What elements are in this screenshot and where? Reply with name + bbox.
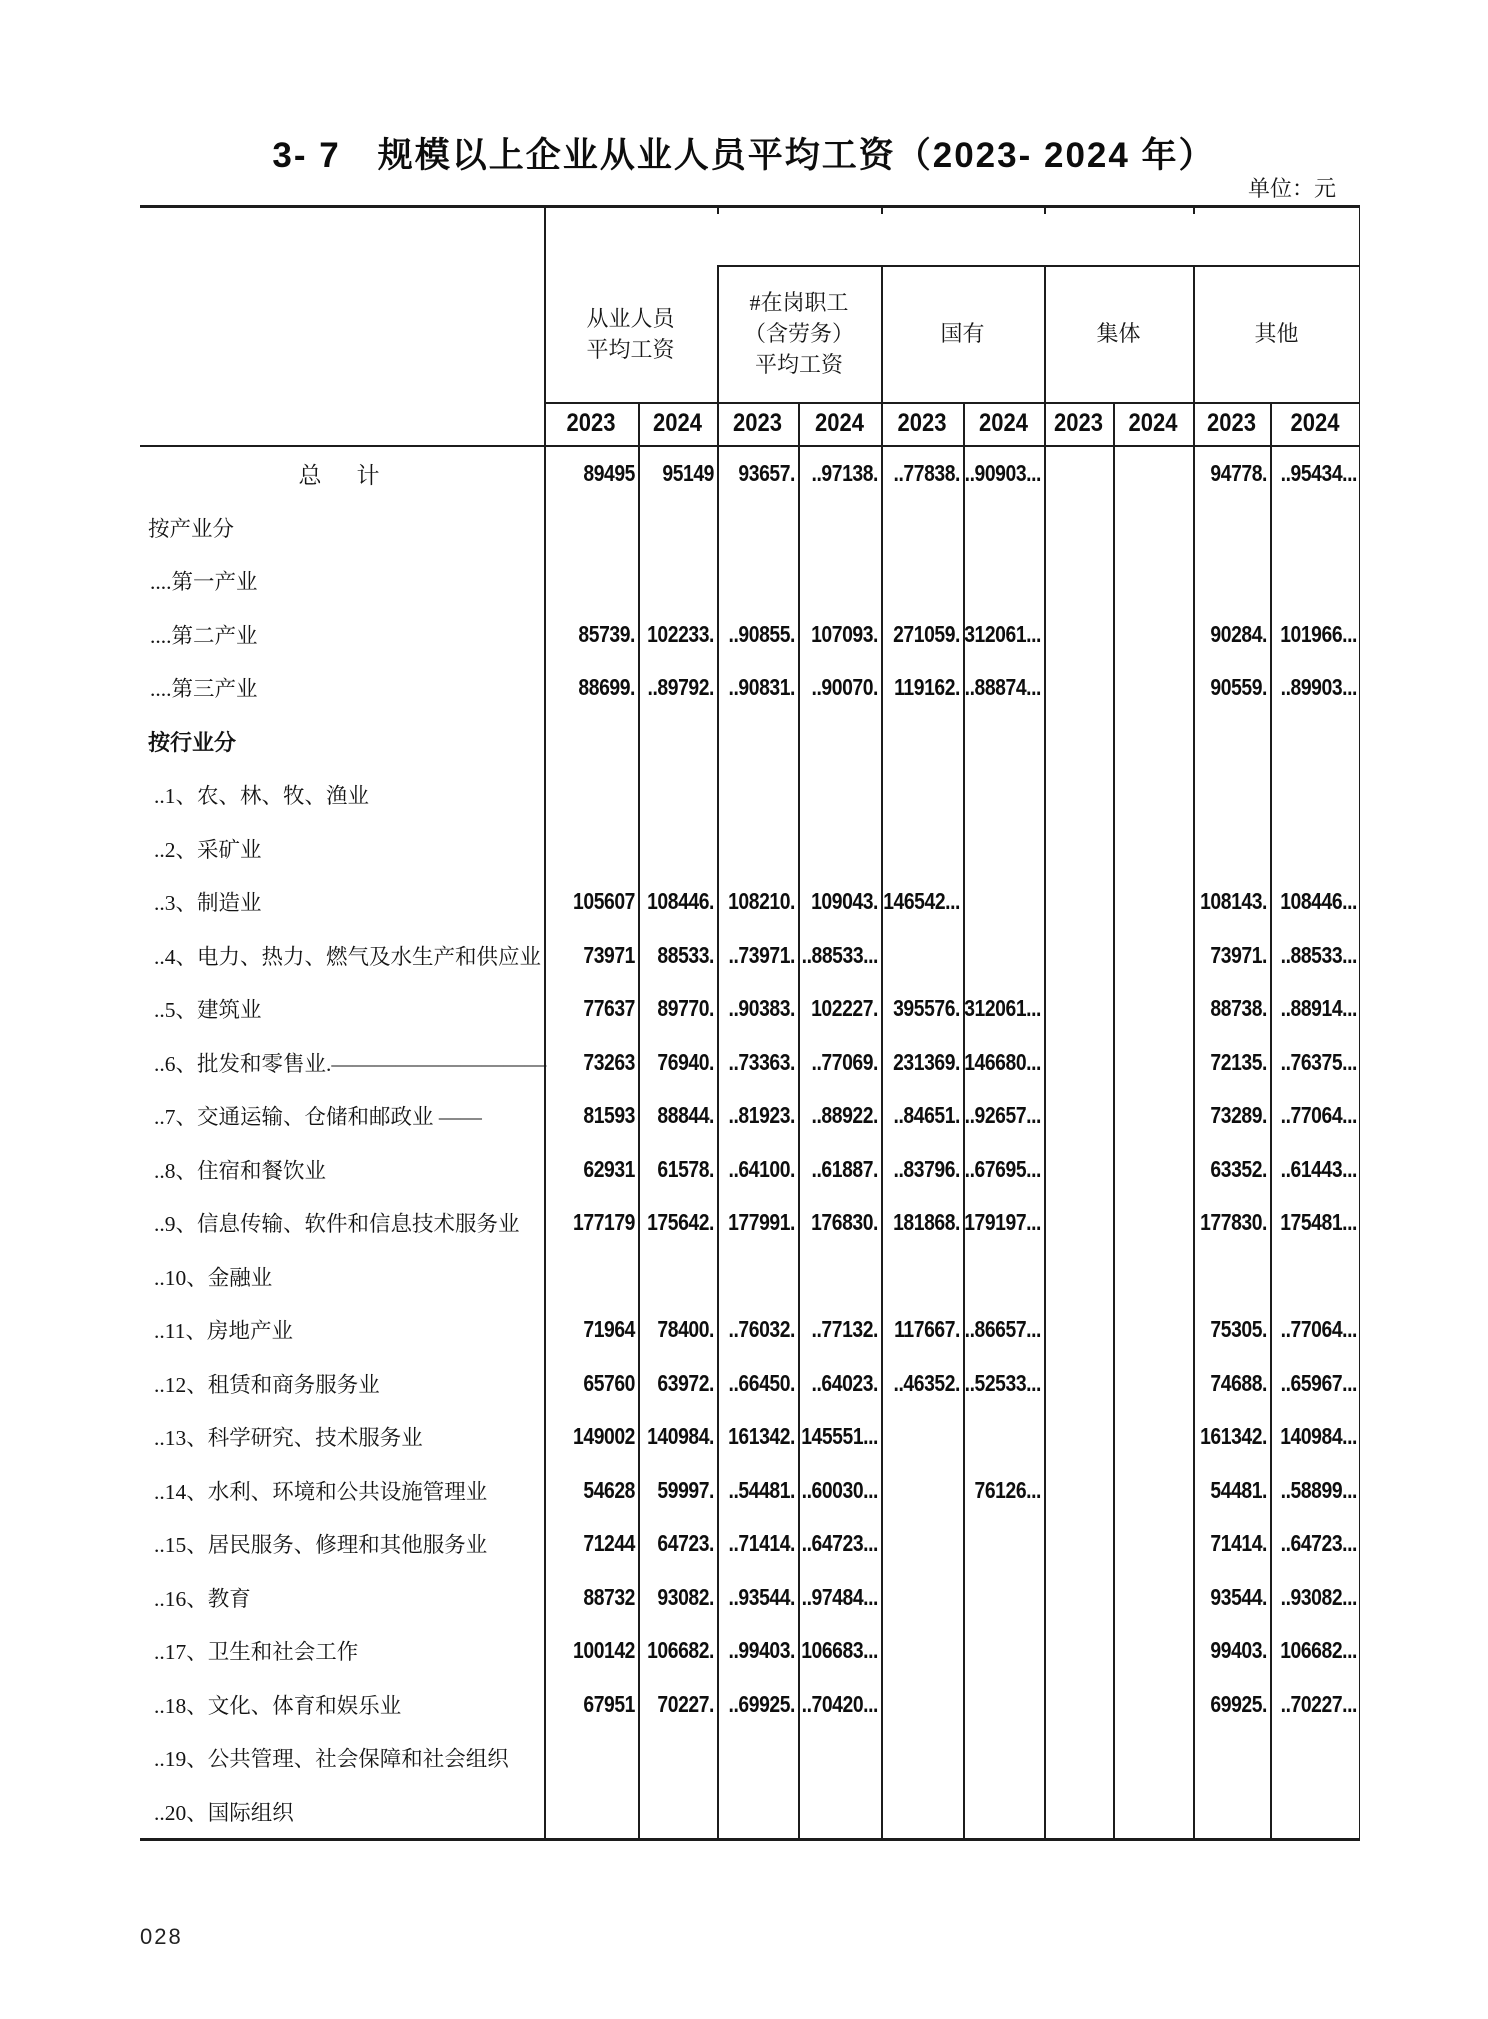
table-cell: 94778. [1210,460,1267,487]
table-cell: 88844. [657,1102,714,1129]
table-cell: 78400. [657,1316,714,1343]
table-cell: 177179 [573,1209,635,1236]
table-cell: 119162. [894,674,960,701]
table-cell: ..66450. [728,1369,795,1396]
table-cell: 95149 [662,460,714,487]
row-label: ..12、租赁和商务服务业 [154,1372,380,1397]
table-cell: 54481. [1210,1476,1267,1503]
table-cell: ..90070. [811,674,878,701]
table-cell: 64723. [657,1530,714,1557]
table-cell: 161342. [728,1423,795,1450]
table-cell: 89495 [583,460,635,487]
table-cell: ..46352. [893,1369,960,1396]
table-cell: 106683... [801,1637,878,1664]
column-group-header-on-post-staff-avg-wage [717,265,881,402]
table-cell: ..95434... [1280,460,1357,487]
table-cell: 108446. [647,888,714,915]
table-cell: 62931 [583,1155,635,1182]
table-cell: ..92657... [964,1102,1041,1129]
table-cell: ..58899... [1280,1476,1357,1503]
table-cell: 88699. [578,674,635,701]
table-cell: ..64023. [811,1369,878,1396]
table-cell: 175642. [647,1209,714,1236]
table-cell: ..90383. [728,995,795,1022]
column-rule [1113,402,1115,1838]
group-boundary-rule [1044,265,1046,1838]
table-cell: 76126... [974,1476,1041,1503]
table-cell: 74688. [1210,1369,1267,1396]
table-cell: ..90831. [728,674,795,701]
table-cell: ..54481. [728,1476,795,1503]
table-cell: 93082. [657,1583,714,1610]
table-cell: 72135. [1210,1048,1267,1075]
table-cell: ..88922. [811,1102,878,1129]
column-group-header-state-owned [881,265,1044,402]
table-cell: 67951 [583,1690,635,1717]
column-group-header-employed-avg-wage [544,265,717,402]
row-label: ..13、科学研究、技术服务业 [154,1426,423,1451]
year-header-cell: 2023 [566,409,616,437]
table-cell: 70227. [657,1690,714,1717]
table-cell: ..93544. [728,1583,795,1610]
table-cell: 109043. [811,888,878,915]
group-top-stub [1044,205,1046,214]
table-cell: 106682... [1280,1637,1357,1664]
table-cell: ..97138. [811,460,878,487]
table-cell: 63352. [1210,1155,1267,1182]
table-cell: 149002 [573,1423,635,1450]
table-cell: ..89792. [647,674,714,701]
table-cell: 312061... [964,995,1041,1022]
table-cell: 90284. [1210,620,1267,647]
table-cell: 73289. [1210,1102,1267,1129]
table-cell: ..73971. [728,941,795,968]
row-label: ..20、国际组织 [154,1800,294,1825]
table-cell: 73971 [583,941,635,968]
wage-table [140,205,1360,1845]
table-cell: 100142 [573,1637,635,1664]
table-cell: 146680... [964,1048,1041,1075]
table-cell: 71964 [583,1316,635,1343]
table-cell: ..70420... [801,1690,878,1717]
table-cell: 75305. [1210,1316,1267,1343]
table-cell: 88533. [657,941,714,968]
table-cell: 85739. [578,620,635,647]
table-cell: ..83796. [893,1155,960,1182]
table-cell: ..69925. [728,1690,795,1717]
table-cell: ..84651. [893,1102,960,1129]
table-cell: 90559. [1210,674,1267,701]
table-cell: 108446... [1280,888,1357,915]
column-group-header-collective [1044,265,1193,402]
table-cell: 71414. [1210,1530,1267,1557]
group-top-stub [717,205,719,214]
row-label: ..18、文化、体育和娱乐业 [154,1693,402,1718]
table-cell: 179197... [964,1209,1041,1236]
table-cell: 65760 [583,1369,635,1396]
table-cell: ..60030... [801,1476,878,1503]
row-label: ..10、金融业 [154,1265,273,1290]
group-top-stub [1193,205,1195,214]
table-cell: 99403. [1210,1637,1267,1664]
table-cell: 108210. [728,888,795,915]
table-cell: 71244 [583,1530,635,1557]
table-cell: ..70227... [1280,1690,1357,1717]
table-cell: ..89903... [1280,674,1357,701]
table-cell: 93544. [1210,1583,1267,1610]
table-cell: 59997. [657,1476,714,1503]
table-bottom-rule [140,1838,1360,1841]
page-title: 3- 7 规模以上企业从业人员平均工资（2023- 2024 年） [272,136,1216,175]
year-header-cell: 2023 [1054,409,1103,437]
table-cell: ..88533... [1280,941,1357,968]
table-cell: ..64100. [728,1155,795,1182]
table-cell: ..88914... [1280,995,1357,1022]
row-label: ..4、电力、热力、燃气及水生产和供应业 [154,944,542,969]
table-cell: ..52533... [964,1369,1041,1396]
table-cell: ..97484... [801,1583,878,1610]
table-cell: ..77064... [1280,1316,1357,1343]
table-cell: ..65967... [1280,1369,1357,1396]
column-rule [798,402,800,1838]
table-cell: ..73363. [728,1048,795,1075]
table-cell: ..64723... [801,1530,878,1557]
row-label: ..9、信息传输、软件和信息技术服务业 [154,1212,520,1237]
column-rule [638,402,640,1838]
table-cell: 102233. [647,620,714,647]
row-label: ..15、居民服务、修理和其他服务业 [154,1533,488,1558]
row-label: ....第二产业 [150,623,258,648]
table-cell: 102227. [811,995,878,1022]
table-cell: 181868. [893,1209,960,1236]
column-group-header-line: 国有 [940,321,985,346]
row-label: 按产业分 [148,516,235,541]
year-header-cell: 2023 [733,409,782,437]
table-cell: 101966... [1280,620,1357,647]
group-boundary-rule [717,265,719,1838]
table-cell: 145551... [801,1423,878,1450]
group-top-stub [881,205,883,214]
table-cell: 177830. [1200,1209,1267,1236]
table-cell: ..93082... [1280,1583,1357,1610]
year-header-cell: 2024 [653,409,702,437]
table-cell: ..77132. [811,1316,878,1343]
row-label: ..1、农、林、牧、渔业 [154,784,370,809]
table-cell: 312061... [964,620,1041,647]
column-group-header-line: 平均工资 [586,336,675,362]
year-header-cell: 2023 [897,409,947,437]
year-header-cell: 2024 [1128,409,1178,437]
table-cell: 76940. [657,1048,714,1075]
year-header-cell: 2024 [1290,409,1340,437]
table-cell: 63972. [657,1369,714,1396]
table-cell: ..81923. [728,1102,795,1129]
table-cell: 81593 [583,1102,635,1129]
row-label: ..7、交通运输、仓储和邮政业 —— [154,1105,482,1130]
table-cell: 117667. [894,1316,960,1343]
column-group-header-line: 集体 [1096,321,1141,346]
column-group-header-line: （含劳务） [743,321,854,346]
table-cell: 69925. [1210,1690,1267,1717]
table-cell: 93657. [738,460,795,487]
table-cell: ..61887. [811,1155,878,1182]
table-cell: ..88533... [801,941,878,968]
stub-column-rule [544,205,546,1838]
row-label: 总 计 [298,463,386,489]
table-cell: 105607 [573,888,635,915]
unit-label: 单位：元 [1247,176,1336,201]
table-cell: 140984. [647,1423,714,1450]
table-cell: 88732 [583,1583,635,1610]
row-label: ..19、公共管理、社会保障和社会组织 [154,1747,509,1772]
table-cell: 231369. [893,1048,960,1075]
row-label: 按行业分 [148,729,237,755]
column-rule [1270,402,1272,1838]
row-label: ..5、建筑业 [154,998,262,1023]
table-cell: 108143. [1200,888,1267,915]
page-number: 028 [140,1924,183,1949]
table-cell: 77637 [583,995,635,1022]
row-label: ..3、制造业 [154,891,262,916]
table-cell: 176830. [811,1209,878,1236]
year-header-cell: 2023 [1207,409,1256,437]
table-cell: ..90903... [964,460,1041,487]
table-cell: 73971. [1210,941,1267,968]
year-header-cell: 2024 [979,409,1028,437]
table-cell: 88738. [1210,995,1267,1022]
table-cell: 107093. [811,620,878,647]
table-top-rule [140,205,1360,208]
row-label: ..17、卫生和社会工作 [154,1640,359,1665]
column-group-header-other [1193,265,1360,402]
group-boundary-rule [1193,265,1195,1838]
table-cell: ..88874... [964,674,1041,701]
row-label: ..6、批发和零售业.—————————— [154,1051,547,1076]
table-cell: 140984... [1280,1423,1357,1450]
column-group-header-line: #在岗职工 [749,290,849,315]
table-cell: 89770. [657,995,714,1022]
table-cell: ..67695... [964,1155,1041,1182]
table-cell: ..86657... [964,1316,1041,1343]
table-cell: 106682. [647,1637,714,1664]
column-group-header-line: 从业人员 [586,305,675,331]
table-right-rule [1359,205,1361,1838]
row-label: ..16、教育 [154,1586,251,1611]
table-cell: 146542... [883,888,960,915]
table-cell: ..76375... [1280,1048,1357,1075]
table-cell: 271059. [893,620,960,647]
table-cell: ..77064... [1280,1102,1357,1129]
table-cell: 161342. [1200,1423,1267,1450]
row-label: ..11、房地产业 [154,1319,293,1344]
row-label: ..8、住宿和餐饮业 [154,1158,327,1183]
table-cell: ..99403. [728,1637,795,1664]
year-header-cell: 2024 [815,409,864,437]
table-cell: ..77838. [893,460,960,487]
table-cell: 395576. [893,995,960,1022]
row-label: ..14、水利、环境和公共设施管理业 [154,1479,488,1504]
table-cell: ..77069. [811,1048,878,1075]
column-group-header-line: 平均工资 [754,352,843,377]
table-cell: ..71414. [728,1530,795,1557]
table-cell: 61578. [657,1155,714,1182]
table-cell: ..64723... [1280,1530,1357,1557]
table-cell: ..90855. [728,620,795,647]
group-boundary-rule [881,265,883,1838]
table-cell: ..61443... [1280,1155,1357,1182]
row-label: ....第三产业 [150,677,258,702]
table-cell: ..76032. [728,1316,795,1343]
table-cell: 54628 [583,1476,635,1503]
table-cell: 177991. [728,1209,795,1236]
table-cell: 175481... [1280,1209,1357,1236]
row-label: ....第一产业 [150,570,258,595]
row-label: ..2、采矿业 [154,837,262,862]
table-cell: 73263 [583,1048,635,1075]
column-group-header-line: 其他 [1254,321,1299,346]
